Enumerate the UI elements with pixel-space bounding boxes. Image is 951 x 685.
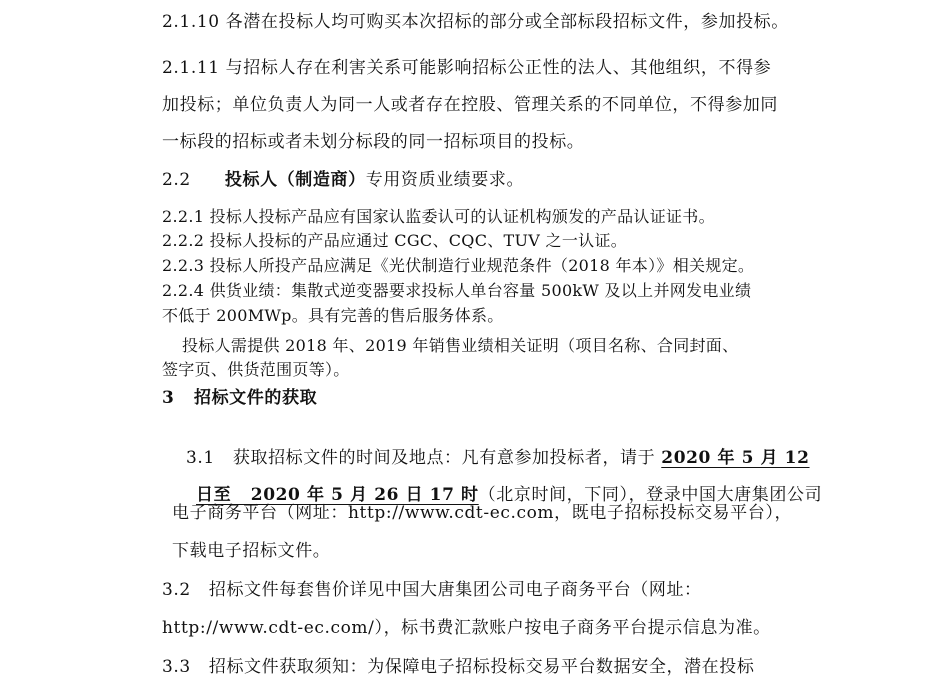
section-2-2-heading <box>162 170 524 190</box>
clause-2-2-3: 2.2.3 投标人所投产品应满足《光伏制造行业规范条件（2018 年本）》相关规定。 <box>162 256 755 275</box>
clause-3-1-platform: （北京时间，下同），登录中国大唐集团公司 <box>478 485 823 505</box>
clause-3-2-line-2: http://www.cdt-ec.com/），标书费汇款账户按电子商务平台提示信息为准。 <box>162 618 771 638</box>
clause-3-2-line-1: 3.2 招标文件每套售价详见中国大唐集团公司电子商务平台（网址： <box>162 580 702 600</box>
clause-2-1-11-line-1: 2.1.11 与招标人存在利害关系可能影响招标公正性的法人、其他组织，不得参 <box>162 58 772 78</box>
clause-3-1-start-date: 2020 年 5 月 12 <box>661 448 810 468</box>
clause-2-2-4-line-3: 投标人需提供 2018 年、2019 年销售业绩相关证明（项目名称、合同封面、 <box>182 336 739 355</box>
clause-2-1-11-line-3: 一标段的招标或者未划分标段的同一招标项目的投标。 <box>162 132 585 152</box>
clause-2-1-10: 2.1.10 各潜在投标人均可购买本次招标的部分或全部标段招标文件，参加投标。 <box>162 12 789 32</box>
section-2-2-number: 2.2 <box>162 170 191 190</box>
clause-3-1-line-4: 下载电子招标文件。 <box>172 541 331 561</box>
clause-3-1-end-date: 日至 2020 年 5 月 26 日 17 时 <box>196 485 479 505</box>
clause-3-1-line-3: 电子商务平台（网址：http://www.cdt-ec.com，既电子招标投标交易平台）， <box>172 503 793 523</box>
clause-2-1-11-line-2: 加投标；单位负责人为同一人或者存在控股、管理关系的不同单位，不得参加同 <box>162 95 778 115</box>
clause-2-2-2: 2.2.2 投标人投标的产品应通过 CGC、CQC、TUV 之一认证。 <box>162 231 628 250</box>
clause-2-2-4-line-1: 2.2.4 供货业绩：集散式逆变器要求投标人单台容量 500kW 及以上并网发电业绩 <box>162 281 752 300</box>
clause-2-2-4-line-2: 不低于 200MWp。具有完善的售后服务体系。 <box>162 306 504 325</box>
section-3-heading: 3 招标文件的获取 <box>162 388 318 408</box>
clause-2-2-1: 2.2.1 投标人投标产品应有国家认监委认可的认证机构颁发的产品认证证书。 <box>162 207 715 226</box>
section-2-2-bold-title: 投标人（制造商） <box>224 170 366 190</box>
clause-3-1-intro: 3.1 获取招标文件的时间及地点：凡有意参加投标者，请于 <box>186 448 662 468</box>
clause-2-2-4-line-4: 签字页、供货范围页等）。 <box>162 360 350 379</box>
section-2-2-rest: 专用资质业绩要求。 <box>365 170 525 190</box>
clause-3-3-line-1: 3.3 招标文件获取须知：为保障电子招标投标交易平台数据安全，潜在投标 <box>162 657 755 677</box>
